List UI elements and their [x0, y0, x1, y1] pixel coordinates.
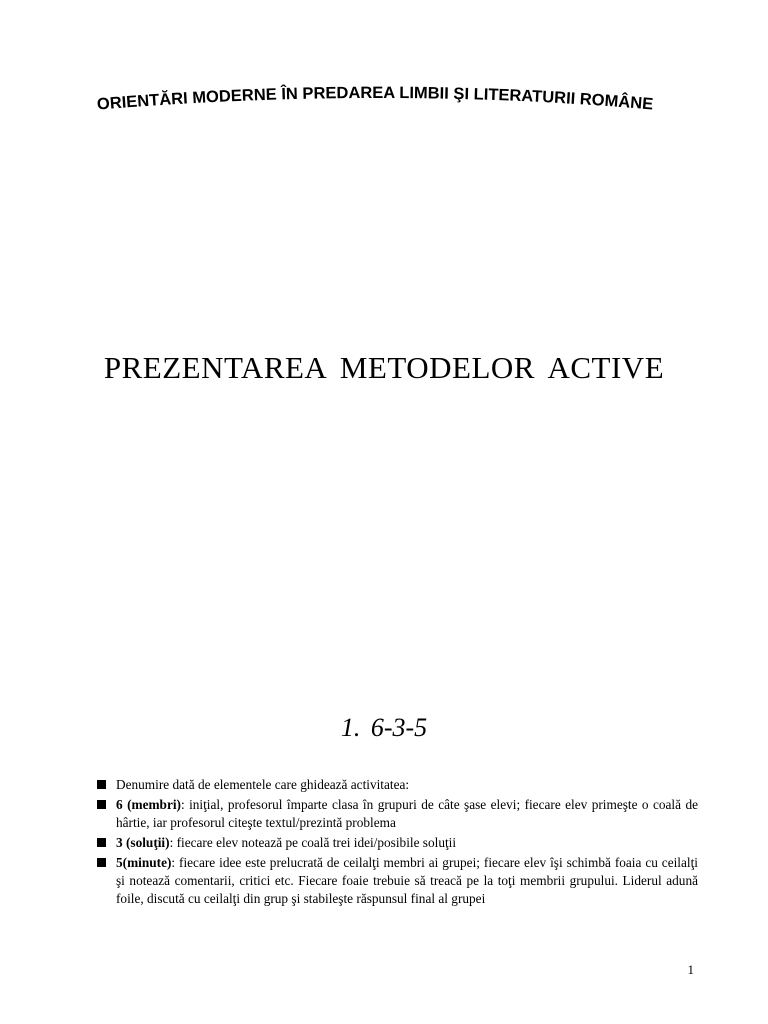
- bullet-bold-label: 6 (membri): [116, 797, 181, 812]
- bullet-item: [95, 796, 698, 832]
- bullet-bold-label: 5(minute): [116, 855, 172, 870]
- bullet-text: : fiecare idee este prelucrată de ceilalţi membri ai grupei; fiecare elev îşi schimbă foaia cu ceilalţi şi notează comentarii, critici etc. Fiecare foaie trebuie să treacă pe la toţi membrii grupului. Liderul adună foile, discută cu ceilalţi din grup şi stabileşte răspunsul final al grupei: [116, 855, 698, 906]
- page-number: 1: [687, 962, 694, 977]
- bullet-item: [95, 854, 698, 908]
- square-bullet-icon: [97, 838, 106, 847]
- square-bullet-icon: [97, 780, 106, 789]
- bullet-item: [95, 776, 698, 794]
- section-title: 1. 6-3-5: [340, 713, 428, 742]
- square-bullet-icon: [97, 858, 106, 867]
- bullet-item: [95, 834, 698, 852]
- bullet-list: [95, 776, 698, 910]
- square-bullet-icon: [97, 800, 106, 809]
- wordart-header-text: ORIENTĂRI MODERNE ÎN PREDAREA LIMBII ŞI LITERATURII ROMÂNE: [96, 83, 654, 114]
- bullet-text: : fiecare elev notează pe coală trei idei/posibile soluţii: [169, 835, 457, 850]
- bullet-text: Denumire dată de elementele care ghidează activitatea:: [116, 777, 410, 792]
- bullet-bold-label: 3 (soluţii): [116, 835, 170, 850]
- main-title: PREZENTAREA METODELOR ACTIVE: [103, 350, 665, 385]
- bullet-text: : iniţial, profesorul împarte clasa în grupuri de câte şase elevi; fiecare elev primeşte o coală de hârtie, iar profesorul citeşte textul/prezintă problema: [116, 797, 698, 830]
- wordart-header: [0, 70, 768, 130]
